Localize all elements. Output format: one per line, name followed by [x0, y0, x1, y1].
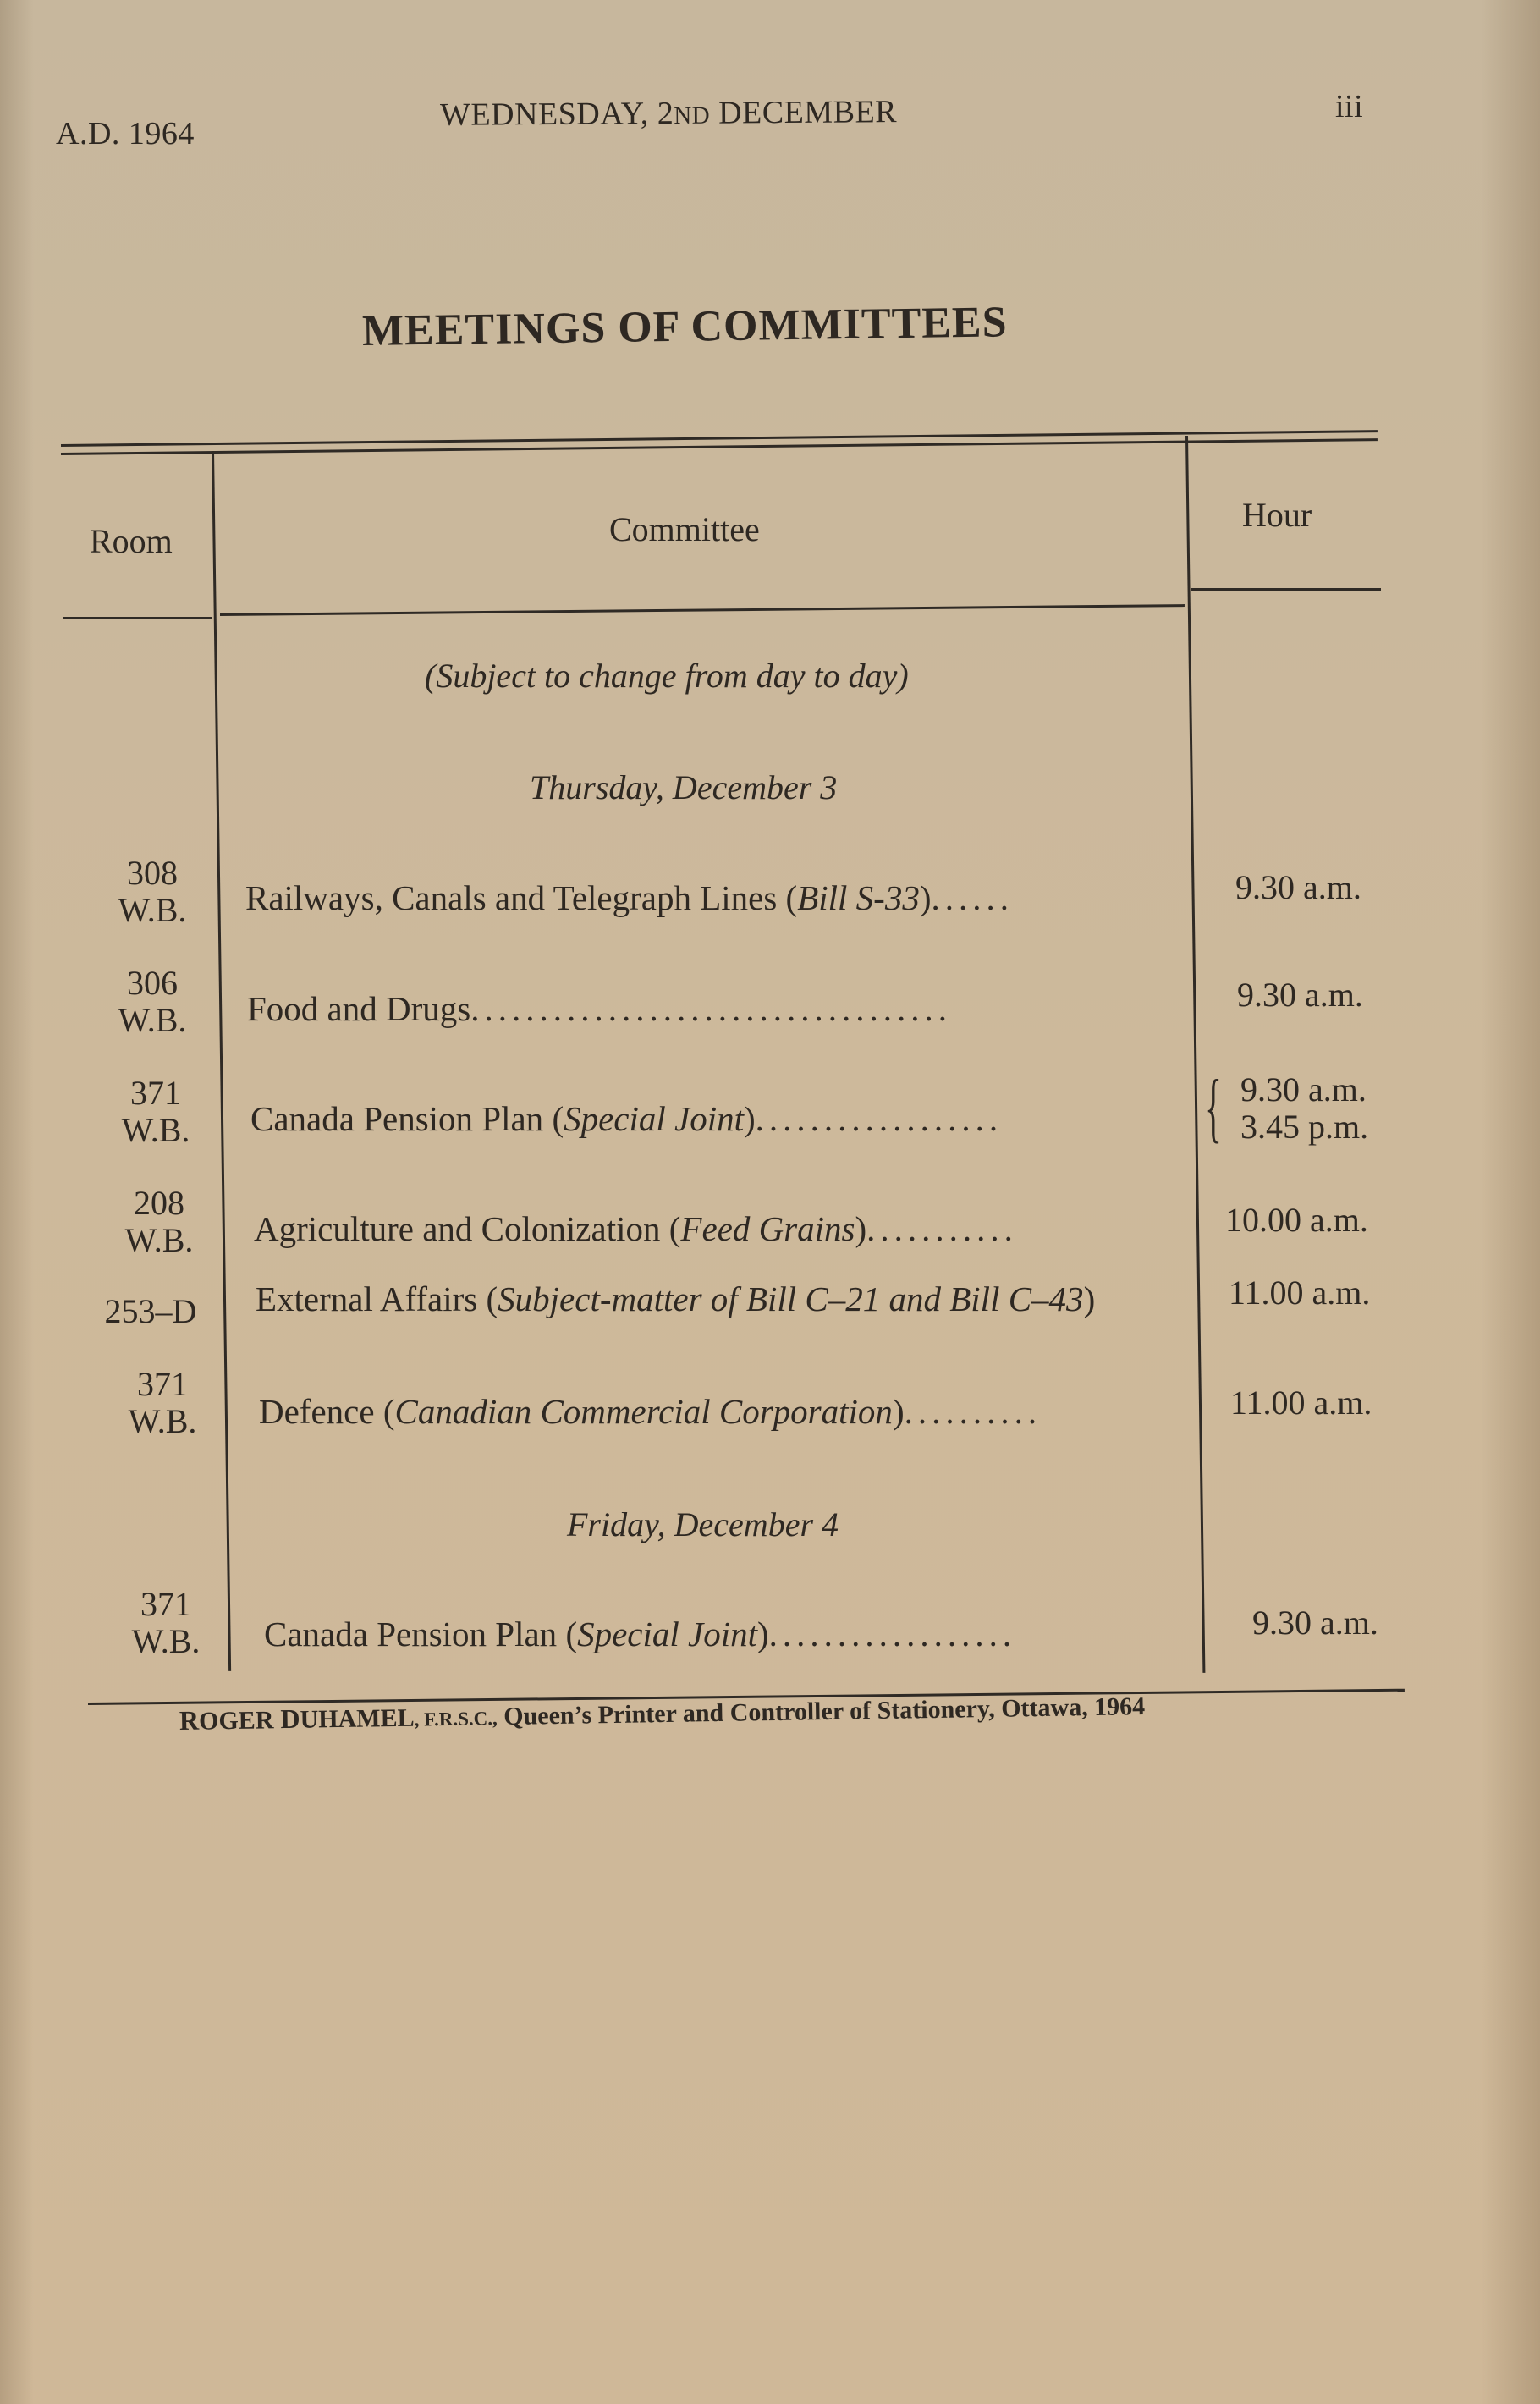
- committee-entry: External Affairs (Subject-matter of Bill C–21 and Bill C–43): [256, 1279, 1096, 1318]
- room-number: 208: [134, 1184, 184, 1222]
- room-cell: [74, 1185, 244, 1259]
- committee-entry: Agriculture and Colonization (Feed Grains)...........: [254, 1209, 1018, 1248]
- page-title: MEETINGS OF COMMITTEES: [361, 298, 1008, 355]
- hour-column-divider: [1185, 436, 1205, 1673]
- imprint-initial: D: [273, 1703, 300, 1735]
- column-header-hour: Hour: [1242, 496, 1312, 534]
- room-number: 371: [130, 1074, 181, 1112]
- meeting-hour: 11.00 a.m.: [1230, 1384, 1372, 1422]
- room-number: 371: [137, 1365, 188, 1403]
- printer-imprint: [179, 1690, 1146, 1736]
- hours-brace: {: [1205, 1064, 1222, 1150]
- committee-entry: Canada Pension Plan (Special Joint)..................: [264, 1615, 1017, 1653]
- hour-header-rule: [1191, 588, 1381, 591]
- room-number: 306: [127, 964, 178, 1002]
- imprint-degree: , F.R.S.C.,: [414, 1708, 498, 1730]
- committee-name: Railways, Canals and Telegraph Lines: [245, 878, 778, 917]
- table-top-rule-second: [61, 438, 1378, 455]
- meeting-hour: 9.30 a.m.: [1252, 1604, 1378, 1642]
- room-building: W.B.: [118, 1001, 187, 1039]
- schedule-note: (Subject to change from day to day): [425, 657, 909, 695]
- committee-entry: Canada Pension Plan (Special Joint)..................: [250, 1099, 1004, 1138]
- room-building: W.B.: [131, 1622, 201, 1660]
- room-number: 253–D: [104, 1292, 197, 1330]
- committee-detail: Bill S-33: [797, 878, 920, 917]
- committee-name: Canada Pension Plan: [264, 1615, 558, 1653]
- column-header-committee: Committee: [609, 510, 760, 548]
- committee-name: Agriculture and Colonization: [254, 1209, 661, 1248]
- committee-entry: [247, 988, 952, 1029]
- room-cell: [66, 1293, 235, 1330]
- meeting-hour: 9.30 a.m.: [1235, 868, 1361, 906]
- page-year: A.D. 1964: [56, 116, 195, 151]
- date-month: DECEMBER: [709, 94, 898, 131]
- committee-detail: Subject-matter of Bill C–21 and Bill C–43: [498, 1279, 1084, 1318]
- leader-dots: ..........: [904, 1392, 1042, 1431]
- meeting-hour: 9.30 a.m.: [1237, 976, 1363, 1014]
- committee-name: Defence: [259, 1392, 375, 1431]
- leader-dots: ...................................: [470, 989, 952, 1028]
- imprint-name-part: UHAMEL: [300, 1703, 415, 1734]
- leader-dots: ...........: [866, 1209, 1018, 1248]
- meeting-hour: 11.00 a.m.: [1229, 1274, 1371, 1312]
- committee-detail: Special Joint: [577, 1615, 758, 1653]
- committee-name: Canada Pension Plan: [250, 1099, 544, 1138]
- committee-detail: Canadian Commercial Corporation: [394, 1392, 893, 1431]
- committee-name: External Affairs: [256, 1279, 478, 1318]
- date-ordinal: ND: [674, 102, 711, 129]
- room-building: W.B.: [121, 1111, 190, 1149]
- room-cell: [68, 855, 237, 929]
- committee-detail: Special Joint: [564, 1099, 745, 1138]
- leader-dots: ..................: [768, 1615, 1017, 1653]
- room-cell: [68, 965, 237, 1039]
- room-cell: [81, 1586, 250, 1660]
- date-prefix: WEDNESDAY, 2: [439, 95, 674, 133]
- leader-dots: ......: [931, 878, 1014, 917]
- imprint-name-part: OGER: [198, 1706, 274, 1736]
- committee-entry: Defence (Canadian Commercial Corporation)..........: [259, 1392, 1042, 1431]
- imprint-text: Queen’s Printer and Controller of Stationery, Ottawa, 1964: [497, 1692, 1146, 1731]
- meeting-hour: 10.00 a.m.: [1225, 1201, 1368, 1239]
- table-top-rule: [61, 430, 1378, 447]
- room-header-rule: [63, 617, 212, 619]
- meeting-hour: 9.30 a.m.: [1240, 1070, 1367, 1108]
- committee-entry: Railways, Canals and Telegraph Lines (Bill S-33)......: [245, 878, 1014, 917]
- imprint-initial: R: [179, 1704, 200, 1736]
- page-number: iii: [1335, 89, 1364, 124]
- committee-name: Food and Drugs: [247, 989, 471, 1028]
- room-building: W.B.: [124, 1221, 194, 1259]
- room-building: W.B.: [118, 891, 187, 929]
- day-heading-friday: Friday, December 4: [567, 1505, 839, 1543]
- committee-header-rule: [220, 604, 1185, 616]
- room-building: W.B.: [128, 1402, 197, 1440]
- day-heading-thursday: Thursday, December 3: [530, 768, 838, 806]
- leader-dots: ..................: [755, 1099, 1004, 1138]
- column-header-room: Room: [90, 522, 173, 560]
- room-number: 308: [127, 854, 178, 892]
- room-cell: [71, 1075, 240, 1149]
- room-column-divider: [212, 451, 231, 1671]
- committee-detail: Feed Grains: [680, 1209, 855, 1248]
- room-cell: [78, 1366, 247, 1440]
- room-number: 371: [140, 1585, 191, 1623]
- page-date: [440, 93, 897, 134]
- meeting-hour: 3.45 p.m.: [1240, 1108, 1369, 1146]
